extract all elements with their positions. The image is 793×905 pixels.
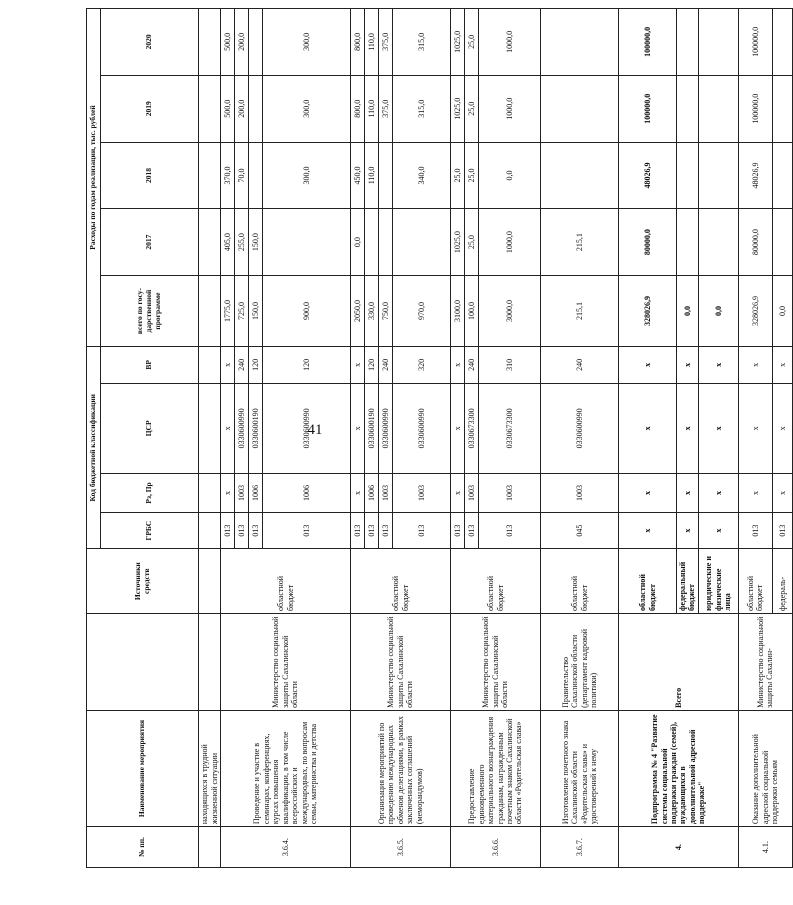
funding-source: областной бюджет [221,549,351,614]
year-2017-cell [199,209,221,276]
table-row [451,9,465,868]
year-2017-cell [698,209,738,276]
total-cell: 1775,0 [221,276,235,347]
year-2020-cell: 800,0 [351,9,365,76]
csr-cell: 0330600990 [541,383,619,473]
csr-cell: 0330600190 [365,383,379,473]
csr-cell: 0330673300 [479,383,541,473]
year-2018-cell [199,142,221,209]
year-2017-cell: 1000,0 [479,209,541,276]
year-2018-cell: 340,0 [393,142,451,209]
rzpr-cell: 1003 [479,474,541,513]
executor: Правительство Сахалинской области (департамент кадровой политики) [541,613,619,710]
year-2019-cell [249,75,263,142]
year-2017-cell: 80000,0 [619,209,677,276]
total-cell: 725,0 [235,276,249,347]
activity-name: Предоставление единовременного материального вознаграждения гражданам, награжденным почетным знаком Сахалинской области «Родительская слава» [451,710,541,826]
year-2017-cell [379,209,393,276]
vr-cell: 240 [379,347,393,384]
year-2020-cell [199,9,221,76]
grbs-cell: 013 [738,512,772,549]
header-rzpr: Рз, Пр [101,474,199,513]
total-cell: 215,1 [541,276,619,347]
grbs-cell: 013 [263,512,351,549]
total-cell: 330,0 [365,276,379,347]
year-2018-cell: 300,0 [263,142,351,209]
year-2019-cell [677,75,699,142]
vr-cell: 120 [365,347,379,384]
rzpr-cell: х [738,474,772,513]
vr-cell: 320 [393,347,451,384]
year-2020-cell: 300,0 [263,9,351,76]
table-row [619,9,677,868]
year-2019-cell: 1025,0 [451,75,465,142]
total-cell: 900,0 [263,276,351,347]
year-2017-cell [365,209,379,276]
year-2018-cell: 25,0 [451,142,465,209]
table-body [199,9,793,868]
header-csr: ЦСР [101,383,199,473]
year-2017-cell: 1025,0 [451,209,465,276]
header-name: Наименование мероприятия [87,710,199,826]
vr-cell: х [451,347,465,384]
year-2018-cell: 110,0 [365,142,379,209]
year-2020-cell [249,9,263,76]
grbs-cell: х [619,512,677,549]
year-2017-cell [263,209,351,276]
csr-cell: 0330600990 [263,383,351,473]
year-2019-cell: 1000,0 [479,75,541,142]
activity-name: находящихся в трудной жизненной ситуации [199,710,221,826]
row-number: 3.6.7. [541,827,619,868]
executor: Министерство социальной защиты Сахалинской области [221,613,351,710]
year-2020-cell [541,9,619,76]
total-cell: 328026,9 [619,276,677,347]
rzpr-cell: х [221,474,235,513]
rotated-table-container [86,8,787,868]
total-cell: 0,0 [677,276,699,347]
table-row [738,9,772,868]
year-2020-cell [772,9,792,76]
total-cell: 0,0 [772,276,792,347]
year-2020-cell: 100000,0 [619,9,677,76]
year-2018-cell [249,142,263,209]
vr-cell: х [772,347,792,384]
year-2017-cell: 255,0 [235,209,249,276]
csr-cell: х [221,383,235,473]
year-2017-cell: 25,0 [465,209,479,276]
executor [199,613,221,710]
year-2018-cell: 70,0 [235,142,249,209]
year-2020-cell [698,9,738,76]
year-2017-cell: 0,0 [351,209,365,276]
table-row [541,9,619,868]
rzpr-cell [199,474,221,513]
total-cell: 2050,0 [351,276,365,347]
grbs-cell: 013 [772,512,792,549]
year-2020-cell: 375,0 [379,9,393,76]
executor: Всего [619,613,739,710]
csr-cell: 0330600190 [249,383,263,473]
header-expenses: Расходы по годам реализации, тыс. рублей [87,9,101,347]
year-2017-cell: 150,0 [249,209,263,276]
year-2020-cell: 1025,0 [451,9,465,76]
table-row [221,9,235,868]
activity-name: Оказание дополнительной адресной социальной поддержки семьям [738,710,792,826]
grbs-cell: 013 [249,512,263,549]
row-number [199,827,221,868]
total-cell [199,276,221,347]
executor: Министерство социальной защиты Сахалин- [738,613,792,710]
rzpr-cell: 1006 [365,474,379,513]
grbs-cell: 013 [365,512,379,549]
rzpr-cell: 1003 [379,474,393,513]
vr-cell: х [351,347,365,384]
rzpr-cell: х [698,474,738,513]
csr-cell: х [451,383,465,473]
csr-cell: х [772,383,792,473]
year-2019-cell: 110,0 [365,75,379,142]
year-2020-cell: 25,0 [465,9,479,76]
row-number: 4.1. [738,827,792,868]
csr-cell: 0330600990 [393,383,451,473]
year-2017-cell [677,209,699,276]
year-2019-cell: 800,0 [351,75,365,142]
executor: Министерство социальной защиты Сахалинской области [451,613,541,710]
funding-source: областной бюджет [351,549,451,614]
year-2019-cell: 100000,0 [738,75,772,142]
grbs-cell: 013 [479,512,541,549]
row-number: 3.6.4. [221,827,351,868]
activity-name: Организация мероприятий по проведению международных обменов делегациями, в рамках заключенных соглашений (меморандумов) [351,710,451,826]
year-2020-cell: 1000,0 [479,9,541,76]
rzpr-cell: 1006 [249,474,263,513]
csr-cell: х [677,383,699,473]
year-2018-cell: 450,0 [351,142,365,209]
year-2020-cell: 110,0 [365,9,379,76]
vr-cell: 120 [263,347,351,384]
header-sources: Источники средств [87,549,199,614]
vr-cell [199,347,221,384]
total-cell: 0,0 [698,276,738,347]
grbs-cell: 013 [351,512,365,549]
table-row [199,9,221,868]
total-cell: 328026,9 [738,276,772,347]
rzpr-cell: 1006 [263,474,351,513]
year-2017-cell: 80000,0 [738,209,772,276]
rzpr-cell: 1003 [393,474,451,513]
year-2019-cell: 375,0 [379,75,393,142]
year-2017-cell: 405,0 [221,209,235,276]
year-2017-cell [772,209,792,276]
rzpr-cell: х [677,474,699,513]
header-budget-code: Код бюджетной классификации [87,347,101,549]
year-2018-cell [379,142,393,209]
vr-cell: 120 [249,347,263,384]
year-2017-cell: 215,1 [541,209,619,276]
year-2020-cell: 100000,0 [738,9,772,76]
csr-cell: х [351,383,365,473]
funding-source: областной бюджет [738,549,772,614]
total-cell: 3000,0 [479,276,541,347]
year-2019-cell: 300,0 [263,75,351,142]
year-2020-cell: 315,0 [393,9,451,76]
total-cell: 150,0 [249,276,263,347]
header-year-2018: 2018 [101,142,199,209]
activity-name: Проведение и участие в семинарах, конференциях, курсах повышения квалификации, в том числе всероссийских и международных, по вопросам семьи, материнства и детства [221,710,351,826]
vr-cell: 240 [465,347,479,384]
csr-cell: х [738,383,772,473]
rzpr-cell: х [451,474,465,513]
vr-cell: х [677,347,699,384]
vr-cell: 240 [541,347,619,384]
table-row [351,9,365,868]
funding-source: федераль- [772,549,792,614]
executor: Министерство социальной защиты Сахалинской области [351,613,451,710]
total-cell: 100,0 [465,276,479,347]
year-2019-cell [772,75,792,142]
year-2019-cell [698,75,738,142]
grbs-cell: х [677,512,699,549]
total-cell: 970,0 [393,276,451,347]
year-2018-cell: 25,0 [465,142,479,209]
header-grbs: ГРБС [101,512,199,549]
vr-cell: х [698,347,738,384]
funding-source: областной бюджет [541,549,619,614]
year-2018-cell [772,142,792,209]
rzpr-cell: 1003 [465,474,479,513]
year-2020-cell: 500,0 [221,9,235,76]
grbs-cell: 013 [451,512,465,549]
funding-source: областной бюджет [619,549,677,614]
grbs-cell: 013 [235,512,249,549]
year-2018-cell [541,142,619,209]
year-2018-cell: 48026,9 [619,142,677,209]
header-year-2020: 2020 [101,9,199,76]
rzpr-cell: х [772,474,792,513]
year-2019-cell [199,75,221,142]
grbs-cell: 013 [221,512,235,549]
header-year-2019: 2019 [101,75,199,142]
year-2020-cell: 200,0 [235,9,249,76]
row-number: 3.6.5. [351,827,451,868]
year-2019-cell: 500,0 [221,75,235,142]
csr-cell: 0330600990 [379,383,393,473]
row-number: 4. [619,827,739,868]
rzpr-cell: х [619,474,677,513]
year-2019-cell [541,75,619,142]
funding-source: федеральный бюджет [677,549,699,614]
year-2018-cell [698,142,738,209]
funding-source [199,549,221,614]
activity-name: Изготовление почетного знака Сахалинской области «Родительская слава» и удостоверений к нему [541,710,619,826]
total-cell: 750,0 [379,276,393,347]
year-2019-cell: 315,0 [393,75,451,142]
header-vr: ВР [101,347,199,384]
vr-cell: х [221,347,235,384]
rzpr-cell: 1003 [235,474,249,513]
year-2019-cell: 100000,0 [619,75,677,142]
year-2017-cell [393,209,451,276]
row-number: 3.6.6. [451,827,541,868]
grbs-cell: 013 [379,512,393,549]
vr-cell: х [619,347,677,384]
year-2019-cell: 25,0 [465,75,479,142]
year-2018-cell [677,142,699,209]
vr-cell: х [738,347,772,384]
header-total: всего по госу-дарственной программе [101,276,199,347]
vr-cell: 310 [479,347,541,384]
header-num: № пп. [87,827,199,868]
csr-cell: х [698,383,738,473]
header-year-2017: 2017 [101,209,199,276]
vr-cell: 240 [235,347,249,384]
grbs-cell: 013 [393,512,451,549]
csr-cell [199,383,221,473]
funding-source: юридические и физические лица [698,549,738,614]
year-2020-cell [677,9,699,76]
funding-source: областной бюджет [451,549,541,614]
csr-cell: 0330673300 [465,383,479,473]
grbs-cell [199,512,221,549]
grbs-cell: 013 [465,512,479,549]
year-2018-cell: 48026,9 [738,142,772,209]
rzpr-cell: 1003 [541,474,619,513]
budget-table [86,8,793,868]
year-2018-cell: 0,0 [479,142,541,209]
grbs-cell: 045 [541,512,619,549]
total-cell: 3100,0 [451,276,465,347]
year-2019-cell: 200,0 [235,75,249,142]
year-2018-cell: 370,0 [221,142,235,209]
activity-name: Подпрограмма № 4 "Развитие системы социальной поддержки граждан (семей), нуждающихся в дополнительной адресной поддержке" [619,710,739,826]
csr-cell: х [619,383,677,473]
rzpr-cell: х [351,474,365,513]
grbs-cell: х [698,512,738,549]
csr-cell: 0330600990 [235,383,249,473]
header-executor [87,613,199,710]
page-number: 41 [307,422,323,438]
